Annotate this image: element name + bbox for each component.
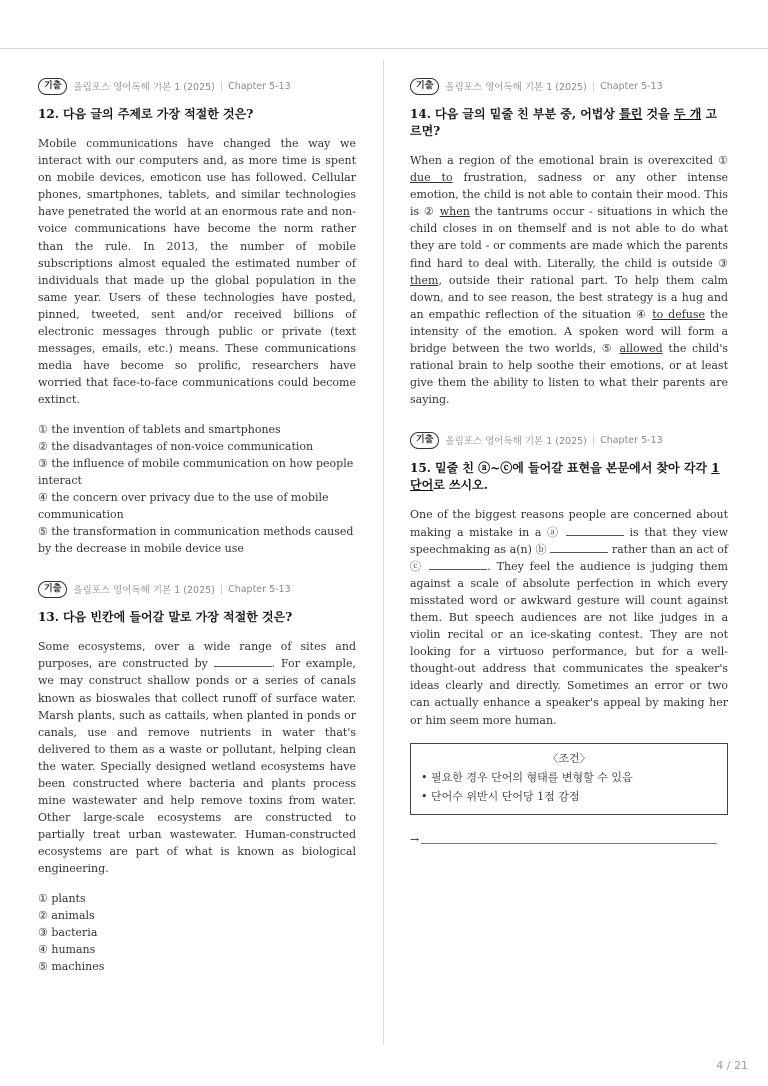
blank-b [550, 541, 608, 553]
title-underline: 1단어 [410, 461, 720, 493]
option-5[interactable]: ⑤ the transformation in communication methods caused by the decrease in mobile device use [38, 525, 354, 556]
source-tag [410, 76, 728, 96]
option-4[interactable]: ④ the concern over privacy due to the use of mobile communication [38, 490, 329, 521]
underlined-phrase-4: to defuse [652, 307, 706, 321]
option-2[interactable]: ② animals [38, 908, 95, 922]
option-5[interactable]: ⑤ machines [38, 959, 105, 973]
passage-text: . For example, we may construct shallow ponds or a series of canals known as bioswales that collect runoff of surface water. Marsh plants, such as cattails, when planted in ponds or canals, use and remove nutrients in water that's delivered to them as a waste or pollutant, helping clean the water. Specially designed wetland ecosystems have been constructed where bacteria and plants process mine wastewater and help remove toxins from water. Other large-scale ecosystems are constructed to partially treat urban wastewater. Human-constructed ecosystems are part of what is known as biological engineering. [38, 657, 356, 876]
condition-item: • 단어수 위반시 단어당 1점 감점 [421, 789, 580, 803]
page-number: 4 / 21 [716, 1059, 748, 1072]
question-title: 12. 다음 글의 주제로 가장 적절한 것은? [38, 107, 254, 121]
underlined-phrase-1: due to [410, 171, 453, 185]
title-underline: 두 개 [673, 107, 702, 121]
arrow-icon: → [410, 832, 420, 846]
passage-text: the tantrums occur - situations in which the child closes in on themself and is not able to do what they are told - or comments are made which the parents find hard to deal with. Literally, the child is outside ③ [410, 205, 728, 270]
option-3[interactable]: ③ the influence of mobile communication on how people interact [38, 456, 354, 487]
source-tag [38, 579, 356, 599]
question-13 [38, 579, 356, 975]
underlined-phrase-3: them [410, 273, 439, 287]
underlined-phrase-2: when [439, 205, 470, 219]
source-book: 올림포스 영어독해 기본 1 (2025) [445, 436, 587, 448]
passage-text: . They feel the audience is judging them against a scale of absolute perfection in which every misstated word or awkward gesture will count against them. But speech audiences are not like judges in a violin recital or an ice-skating contest. They are not looking for a virtuoso performance, but for a well-thought-out address that communicates the speaker's ideas clearly and directly. Sometimes an error or two can actually enhance a speaker's appeal by making her or him seem more human. [410, 559, 728, 727]
exam-badge: 기출 [38, 581, 67, 598]
separator: | [219, 80, 224, 92]
conditions-title: 〈조건〉 [547, 751, 591, 765]
passage: Mobile communications have changed the way we interact with our computers and, as more time is spent on mobile devices, emoticon use has followed. Cellular phones, smartphones, tablets, and similar technologies have penetrated the world at an enormous rate and non-voice communications have become the norm rather than the rule. In 2013, the number of mobile subscriptions almost equaled the estimated number of individuals that made up the global population in the same year. Users of these technologies have posted, pinned, tweeted, sent and/or received billions of electronic messages through public or private (text messages, emails, etc.) means. These communications media have become so prolific, researchers have worried that face-to-face communications could become extinct. [38, 137, 356, 407]
answer-options [38, 890, 356, 975]
passage [410, 152, 728, 408]
right-column [410, 76, 728, 846]
title-text: 로 쓰시오. [433, 478, 488, 493]
passage-text: , outside their rational part. To help them calm down, and to see reason, the best strategy is a hug and an empathic reflection of the situation ④ [410, 273, 728, 321]
underlined-phrase-5: allowed [619, 342, 663, 356]
option-4[interactable]: ④ humans [38, 942, 96, 956]
source-chapter: Chapter 5-13 [228, 80, 291, 92]
passage-text: Some ecosystems, over a wide range of sites and purposes, are constructed by [38, 640, 356, 671]
question-15 [410, 430, 728, 845]
title-underline: 틀린 [619, 107, 643, 121]
source-chapter: Chapter 5-13 [228, 583, 291, 595]
option-1[interactable]: ① plants [38, 891, 86, 905]
blank-c [429, 558, 487, 570]
source-tag [410, 430, 728, 450]
header-rule [0, 48, 768, 49]
separator: | [219, 583, 224, 595]
source-book: 올림포스 영어독해 기본 1 (2025) [445, 82, 587, 93]
source-chapter: Chapter 5-13 [600, 80, 663, 92]
passage-text: is that they view speechmaking as a(n) ⓑ [410, 525, 728, 556]
separator: | [591, 80, 596, 92]
question-title [410, 460, 728, 494]
passage-text: rather than an act of ⓒ [410, 542, 728, 573]
title-text: 것을 [642, 107, 674, 121]
option-3[interactable]: ③ bacteria [38, 925, 98, 939]
question-14 [410, 76, 728, 408]
answer-underline [421, 843, 717, 844]
answer-options [38, 421, 356, 558]
option-2[interactable]: ② the disadvantages of non-voice communication [38, 439, 314, 453]
exam-badge: 기출 [410, 432, 439, 449]
option-1[interactable]: ① the invention of tablets and smartphones [38, 422, 281, 436]
condition-item: • 필요한 경우 단어의 형태를 변형할 수 있음 [421, 770, 633, 784]
separator: | [591, 434, 596, 446]
source-book: 올림포스 영어독해 기본 1 (2025) [73, 585, 215, 597]
question-title: 13. 다음 빈칸에 들어갈 말로 가장 적절한 것은? [38, 610, 293, 625]
exam-badge: 기출 [38, 78, 67, 95]
left-column [38, 76, 356, 975]
conditions-box [410, 743, 728, 815]
blank [214, 655, 272, 667]
title-text: 15. 밑줄 친 ⓐ~ⓒ에 들어갈 표현을 본문에서 찾아 각각 [410, 461, 712, 476]
title-text: 14. 다음 글의 밑줄 친 부분 중, 어법상 [410, 107, 620, 121]
passage [410, 506, 728, 728]
passage-text: the intensity of the emotion. A spoken word will form a bridge between the two worlds, ⑤ [410, 307, 728, 356]
exam-badge: 기출 [410, 78, 439, 95]
passage-text: When a region of the emotional brain is overexcited ① [410, 154, 728, 167]
question-12 [38, 76, 356, 557]
source-tag [38, 76, 356, 96]
question-title [410, 106, 728, 140]
passage-text: frustration, sadness or any other intense emotion, the child is not able to contain their mood. This is ② [410, 171, 728, 219]
source-book: 올림포스 영어독해 기본 1 (2025) [73, 82, 215, 93]
blank-a [566, 524, 624, 536]
passage-text: One of the biggest reasons people are concerned about making a mistake in a ⓐ [410, 508, 728, 539]
passage [38, 638, 356, 877]
source-chapter: Chapter 5-13 [600, 434, 663, 446]
title-text: 고르면? [410, 107, 718, 138]
passage-text: the child's rational brain to help soothe their emotions, or at least give them the ability to listen to what their parents are saying. [410, 342, 728, 407]
column-divider [383, 60, 384, 1045]
answer-line[interactable] [410, 833, 728, 846]
